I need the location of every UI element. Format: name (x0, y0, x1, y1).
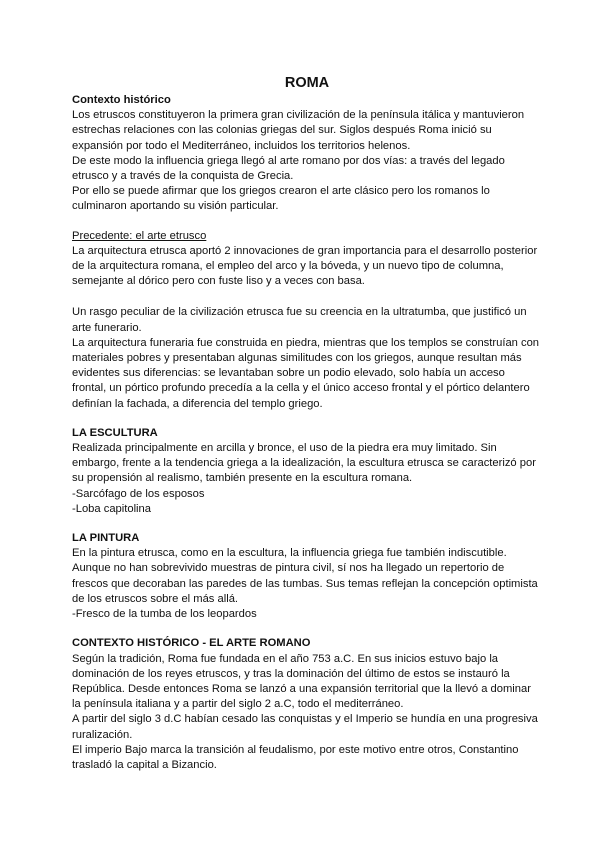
section-heading: LA ESCULTURA (72, 426, 158, 439)
paragraph: Realizada principalmente en arcilla y bronce, el uso de la piedra era muy limitado. Sin embargo, frente a la tendencia griega a la idealización, la escultura etrusca se caracterizó por su propensión al realismo, también presente en la escultura romana. (72, 442, 536, 485)
document-title: ROMA (284, 75, 330, 91)
section-escultura (72, 426, 542, 517)
list-item: -Loba capitolina (72, 502, 151, 515)
section-heading: LA PINTURA (72, 532, 140, 545)
list-item: -Fresco de la tumba de los leopardos (72, 608, 257, 621)
section-precedente (72, 229, 542, 412)
artwork-list (72, 487, 542, 517)
paragraph: A partir del siglo 3 d.C habían cesado las conquistas y el Imperio se hundía en una progresiva ruralización. (72, 713, 538, 741)
section-pintura (72, 531, 542, 622)
paragraph: Por ello se puede afirmar que los griegos crearon el arte clásico pero los romanos lo culminaron aportando su visión particular. (72, 185, 490, 213)
document-page (72, 74, 542, 773)
paragraph: La arquitectura etrusca aportó 2 innovaciones de gran importancia para el desarrollo posterior de la arquitectura romana, el empleo del arco y la bóveda, y un nuevo tipo de columna, semejante al dórico pero con fuste liso y a veces con basa. (72, 244, 538, 288)
paragraph: Los etruscos constituyeron la primera gran civilización de la península itálica y mantuvieron estrechas relaciones con las colonias griegas del sur. Siglos después Roma inició su expansión por todo el Mediterráneo, incluidos los territorios helenos. (72, 109, 525, 152)
section-subheading: Precedente: el arte etrusco (72, 229, 207, 242)
paragraph: Un rasgo peculiar de la civilización etrusca fue su creencia en la ultratumba, que justificó un arte funerario. (72, 306, 527, 334)
paragraph: En la pintura etrusca, como en la escultura, la influencia griega fue también indiscutible. Aunque no han sobrevivido muestras de pintura civil, sí nos ha llegado un repertorio de frescos que decoraban las paredes de las tumbas. Sus temas reflejan la concepción optimista de los etruscos sobre el más allá. (72, 547, 538, 605)
paragraph: De este modo la influencia griega llegó al arte romano por dos vías: a través del legado etrusco y a través de la conquista de Grecia. (72, 154, 505, 183)
section-heading: Contexto histórico (72, 94, 171, 106)
section-arte-romano (72, 636, 542, 773)
section-heading: CONTEXTO HISTÓRICO - EL ARTE ROMANO (72, 637, 311, 650)
artwork-list (72, 607, 542, 622)
paragraph: El imperio Bajo marca la transición al feudalismo, por este motivo entre otros, Constantino trasladó la capital a Bizancio. (72, 743, 519, 771)
section-contexto (72, 93, 542, 215)
paragraph: Según la tradición, Roma fue fundada en el año 753 a.C. En sus inicios estuvo bajo la dominación de los reyes etruscos, y tras la dominación del último de estos se instauró la República. Desde entonces Roma se lanzó a una expansión territorial que la llevó a dominar la península italiana y a partir del siglo 2 a.C, todo el mediterráneo. (72, 652, 531, 711)
list-item: -Sarcófago de los esposos (72, 487, 205, 500)
paragraph: La arquitectura funeraria fue construida en piedra, mientras que los templos se construían con materiales pobres y presentaban algunas similitudes con los griegos, aunque resultan más evidentes sus diferencias: se levantaban sobre un podio elevado, solo había un acceso frontal, un pórtico profundo precedía a la cella y el único acceso frontal y el pórtico delantero definían la fachada, a diferencia del templo griego. (72, 336, 540, 410)
